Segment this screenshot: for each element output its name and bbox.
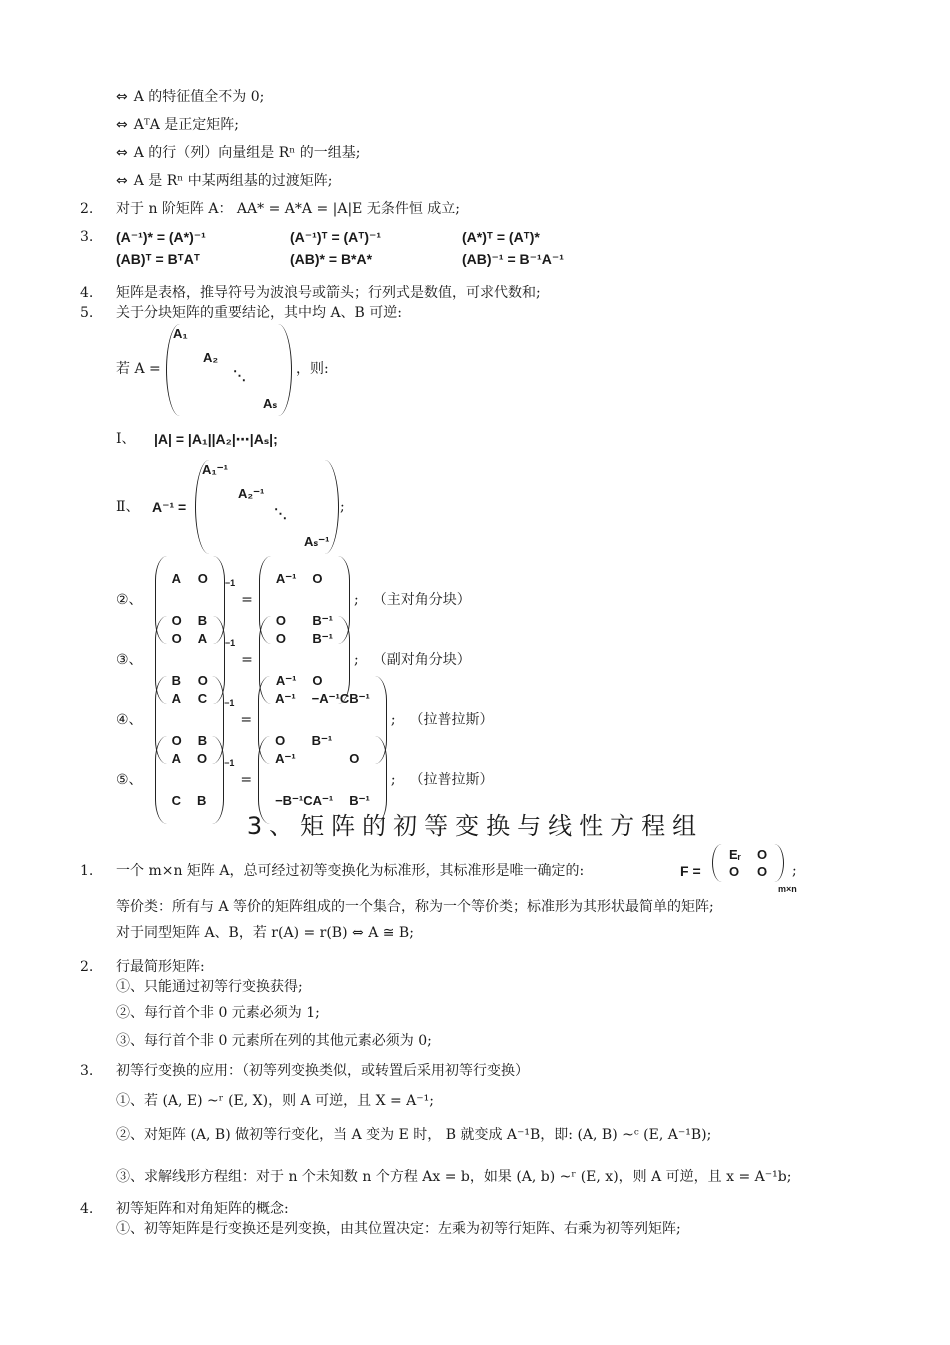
matrix-cell: O — [349, 751, 360, 766]
inverse-superscript: −1 — [224, 578, 236, 588]
equals-sign: = — [240, 772, 253, 788]
s3-item-text-2: 行最简形矩阵: — [116, 959, 205, 975]
matrix-cell: O — [171, 631, 182, 646]
block-note: （拉普拉斯） — [409, 712, 494, 728]
item-text-5: 关于分块矩阵的重要结论，其中均 A、B 可逆: — [116, 305, 403, 321]
matrix-cell: A⁻¹ — [275, 673, 297, 688]
matrix-cell: A — [171, 571, 181, 586]
formula-3b3: (AB)⁻¹ = B⁻¹A⁻¹ — [462, 251, 564, 267]
equiv-text-2: AᵀA 是正定矩阵; — [133, 117, 240, 133]
s3-3-app-1: ①、若 (A, E) ~ʳ (E, X)，则 A 可逆，且 X = A⁻¹; — [116, 1093, 434, 1109]
result-1-label: Ⅰ、 — [116, 431, 136, 447]
inv-block-a2: A₂⁻¹ — [238, 486, 265, 501]
semicolon: ; — [390, 712, 396, 728]
matrix-cell: O — [312, 571, 323, 586]
result-2-lhs: A⁻¹ = — [152, 499, 187, 515]
block-note: （主对角分块） — [372, 592, 471, 608]
matrix-cell: B⁻¹ — [349, 793, 370, 808]
s3-item-number-1: 1. — [80, 863, 94, 879]
s3-2-rule-3: ③、每行首个非 0 元素所在列的其他元素必须为 0; — [116, 1033, 432, 1049]
inv-block-as: Aₛ⁻¹ — [304, 534, 330, 549]
matrix-cell: O — [196, 751, 208, 766]
equiv-text-3: A 的行（列）向量组是 Rⁿ 的一组基; — [133, 145, 361, 161]
iff-symbol: ⇔ — [116, 173, 128, 189]
matrix-cell: O — [756, 847, 768, 862]
matrix-cell: B — [196, 793, 207, 808]
block-note: （副对角分块） — [372, 652, 471, 668]
matrix-cell: O — [275, 631, 286, 646]
item-number-3: 3. — [80, 229, 94, 245]
matrix-cell: C — [197, 691, 208, 706]
semicolon: ; — [792, 863, 797, 879]
iff-symbol: ⇔ — [116, 89, 128, 105]
semicolon: ; — [340, 499, 345, 515]
equiv-line-4 — [116, 172, 333, 190]
block-label: ⑤、 — [116, 772, 143, 788]
matrix-cell: −A⁻¹CB⁻¹ — [311, 691, 370, 706]
matrix-cell: B⁻¹ — [312, 631, 333, 646]
block-note: （拉普拉斯） — [409, 772, 494, 788]
semicolon: ; — [354, 652, 359, 668]
s3-3-app-3: ③、求解线形方程组：对于 n 个未知数 n 个方程 Ax = b，如果 (A, b) ~ʳ (E, x)，则 A 可逆，且 x = A⁻¹b; — [116, 1169, 792, 1185]
equiv-text-1: A 的特征值全不为 0; — [133, 89, 265, 105]
block-a2: A₂ — [203, 350, 219, 365]
s3-item-text-3: 初等行变换的应用：（初等列变换类似，或转置后采用初等行变换） — [116, 1063, 529, 1079]
then-text: ，则: — [296, 361, 329, 377]
if-a-equals: 若 A = — [116, 361, 161, 377]
matrix-cell: A — [171, 751, 181, 766]
block-label: ②、 — [116, 592, 143, 608]
item-text-4: 矩阵是表格，推导符号为波浪号或箭头；行列式是数值，可求代数和; — [116, 285, 541, 301]
inv-block-a1: A₁⁻¹ — [202, 462, 228, 477]
matrix-cell: B — [197, 733, 208, 748]
item-number-2: 2. — [80, 201, 94, 217]
matrix-cell: B⁻¹ — [312, 613, 333, 628]
equals-sign: = — [241, 652, 253, 668]
iff-symbol: ⇔ — [116, 145, 128, 161]
s3-2-rule-2: ②、每行首个非 0 元素必须为 1; — [116, 1005, 320, 1021]
matrix-cell: O — [197, 571, 208, 586]
matrix-cell: O — [275, 613, 286, 628]
equivalence-class-text: 等价类：所有与 A 等价的矩阵组成的一个集合，称为一个等价类；标准形为其形状最简单的矩阵; — [116, 899, 714, 915]
s3-4-concept-1: ①、初等矩阵是行变换还是列变换，由其位置决定：左乘为初等行矩阵、右乘为初等列矩阵; — [116, 1221, 681, 1237]
equiv-text-4: A 是 Rⁿ 中某两组基的过渡矩阵; — [133, 173, 333, 189]
iff-symbol: ⇔ — [116, 117, 128, 133]
matrix-cell: C — [171, 793, 181, 808]
matrix-cell: A⁻¹ — [275, 751, 296, 766]
diagonal-dots: ⋱ — [233, 368, 246, 383]
equiv-line-3 — [116, 144, 361, 162]
inverse-block-matrix — [195, 460, 339, 554]
matrix-cell: O — [197, 673, 208, 688]
matrix-cell: O — [312, 673, 323, 688]
s3-3-app-2: ②、对矩阵 (A, B) 做初等行变化，当 A 变为 E 时， B 就变成 A⁻¹B，即: (A, B) ~ᶜ (E, A⁻¹B); — [116, 1127, 712, 1143]
s3-item-number-4: 4. — [80, 1201, 94, 1217]
matrix-cell: O — [729, 864, 740, 879]
matrix-cell: A⁻¹ — [275, 691, 296, 706]
block-label: ④、 — [116, 712, 143, 728]
equiv-line-1 — [116, 88, 264, 106]
standard-form-matrix — [712, 844, 784, 882]
matrix-cell: Eᵣ — [729, 847, 741, 862]
same-type-text: 对于同型矩阵 A、B，若 r(A) = r(B) ⇔ A ≅ B; — [116, 925, 414, 941]
matrix-cell: B⁻¹ — [311, 733, 333, 748]
standard-form-lhs: F = — [680, 863, 701, 879]
block-diagonal-matrix — [166, 324, 292, 416]
equals-sign: = — [241, 592, 253, 608]
item-number-4: 4. — [80, 285, 94, 301]
result-2-label: Ⅱ、 — [116, 499, 140, 515]
matrix-cell: A — [171, 691, 181, 706]
formula-3a2: (A⁻¹)ᵀ = (Aᵀ)⁻¹ — [290, 229, 382, 245]
s3-item-text-1: 一个 m×n 矩阵 A，总可经过初等变换化为标准形，其标准形是唯一确定的: — [116, 863, 585, 879]
block-a1: A₁ — [173, 326, 188, 341]
matrix-cell: O — [756, 864, 768, 879]
diagonal-dots: ⋱ — [274, 506, 287, 521]
matrix-cell: A — [197, 631, 208, 646]
block-as: Aₛ — [263, 396, 278, 411]
formula-3a3: (A*)ᵀ = (Aᵀ)* — [462, 229, 540, 245]
s3-item-number-3: 3. — [80, 1063, 94, 1079]
matrix-cell: B — [171, 673, 181, 688]
matrix-cell: −B⁻¹CA⁻¹ — [275, 793, 334, 808]
semicolon: ; — [390, 772, 396, 788]
formula-3b2: (AB)* = B*A* — [290, 251, 373, 267]
inverse-superscript: −1 — [224, 638, 236, 648]
s3-item-text-4: 初等矩阵和对角矩阵的概念: — [116, 1201, 289, 1217]
matrix-size-subscript: m×n — [778, 884, 797, 894]
formula-3a1: (A⁻¹)* = (A*)⁻¹ — [116, 229, 206, 245]
matrix-cell: B — [197, 613, 208, 628]
item-text-2: 对于 n 阶矩阵 A： AA* = A*A = |A|E 无条件恒 成立; — [116, 201, 461, 217]
matrix-cell: O — [275, 733, 286, 748]
equiv-line-2 — [116, 116, 239, 134]
equals-sign: = — [240, 712, 253, 728]
section-3-title: 3、矩阵的初等变换与线性方程组 — [246, 812, 704, 840]
s3-2-rule-1: ①、只能通过初等行变换获得; — [116, 979, 303, 995]
matrix-cell: O — [171, 613, 182, 628]
block-label: ③、 — [116, 652, 143, 668]
s3-item-number-2: 2. — [80, 959, 94, 975]
matrix-cell: A⁻¹ — [275, 571, 297, 586]
inverse-superscript: −1 — [224, 698, 235, 708]
matrix-cell: O — [171, 733, 182, 748]
formula-3b1: (AB)ᵀ = BᵀAᵀ — [116, 251, 200, 267]
semicolon: ; — [354, 592, 359, 608]
inverse-superscript: −1 — [224, 758, 235, 768]
result-1-formula: |A| = |A₁||A₂|⋯|Aₛ|; — [154, 431, 278, 447]
item-number-5: 5. — [80, 305, 94, 321]
